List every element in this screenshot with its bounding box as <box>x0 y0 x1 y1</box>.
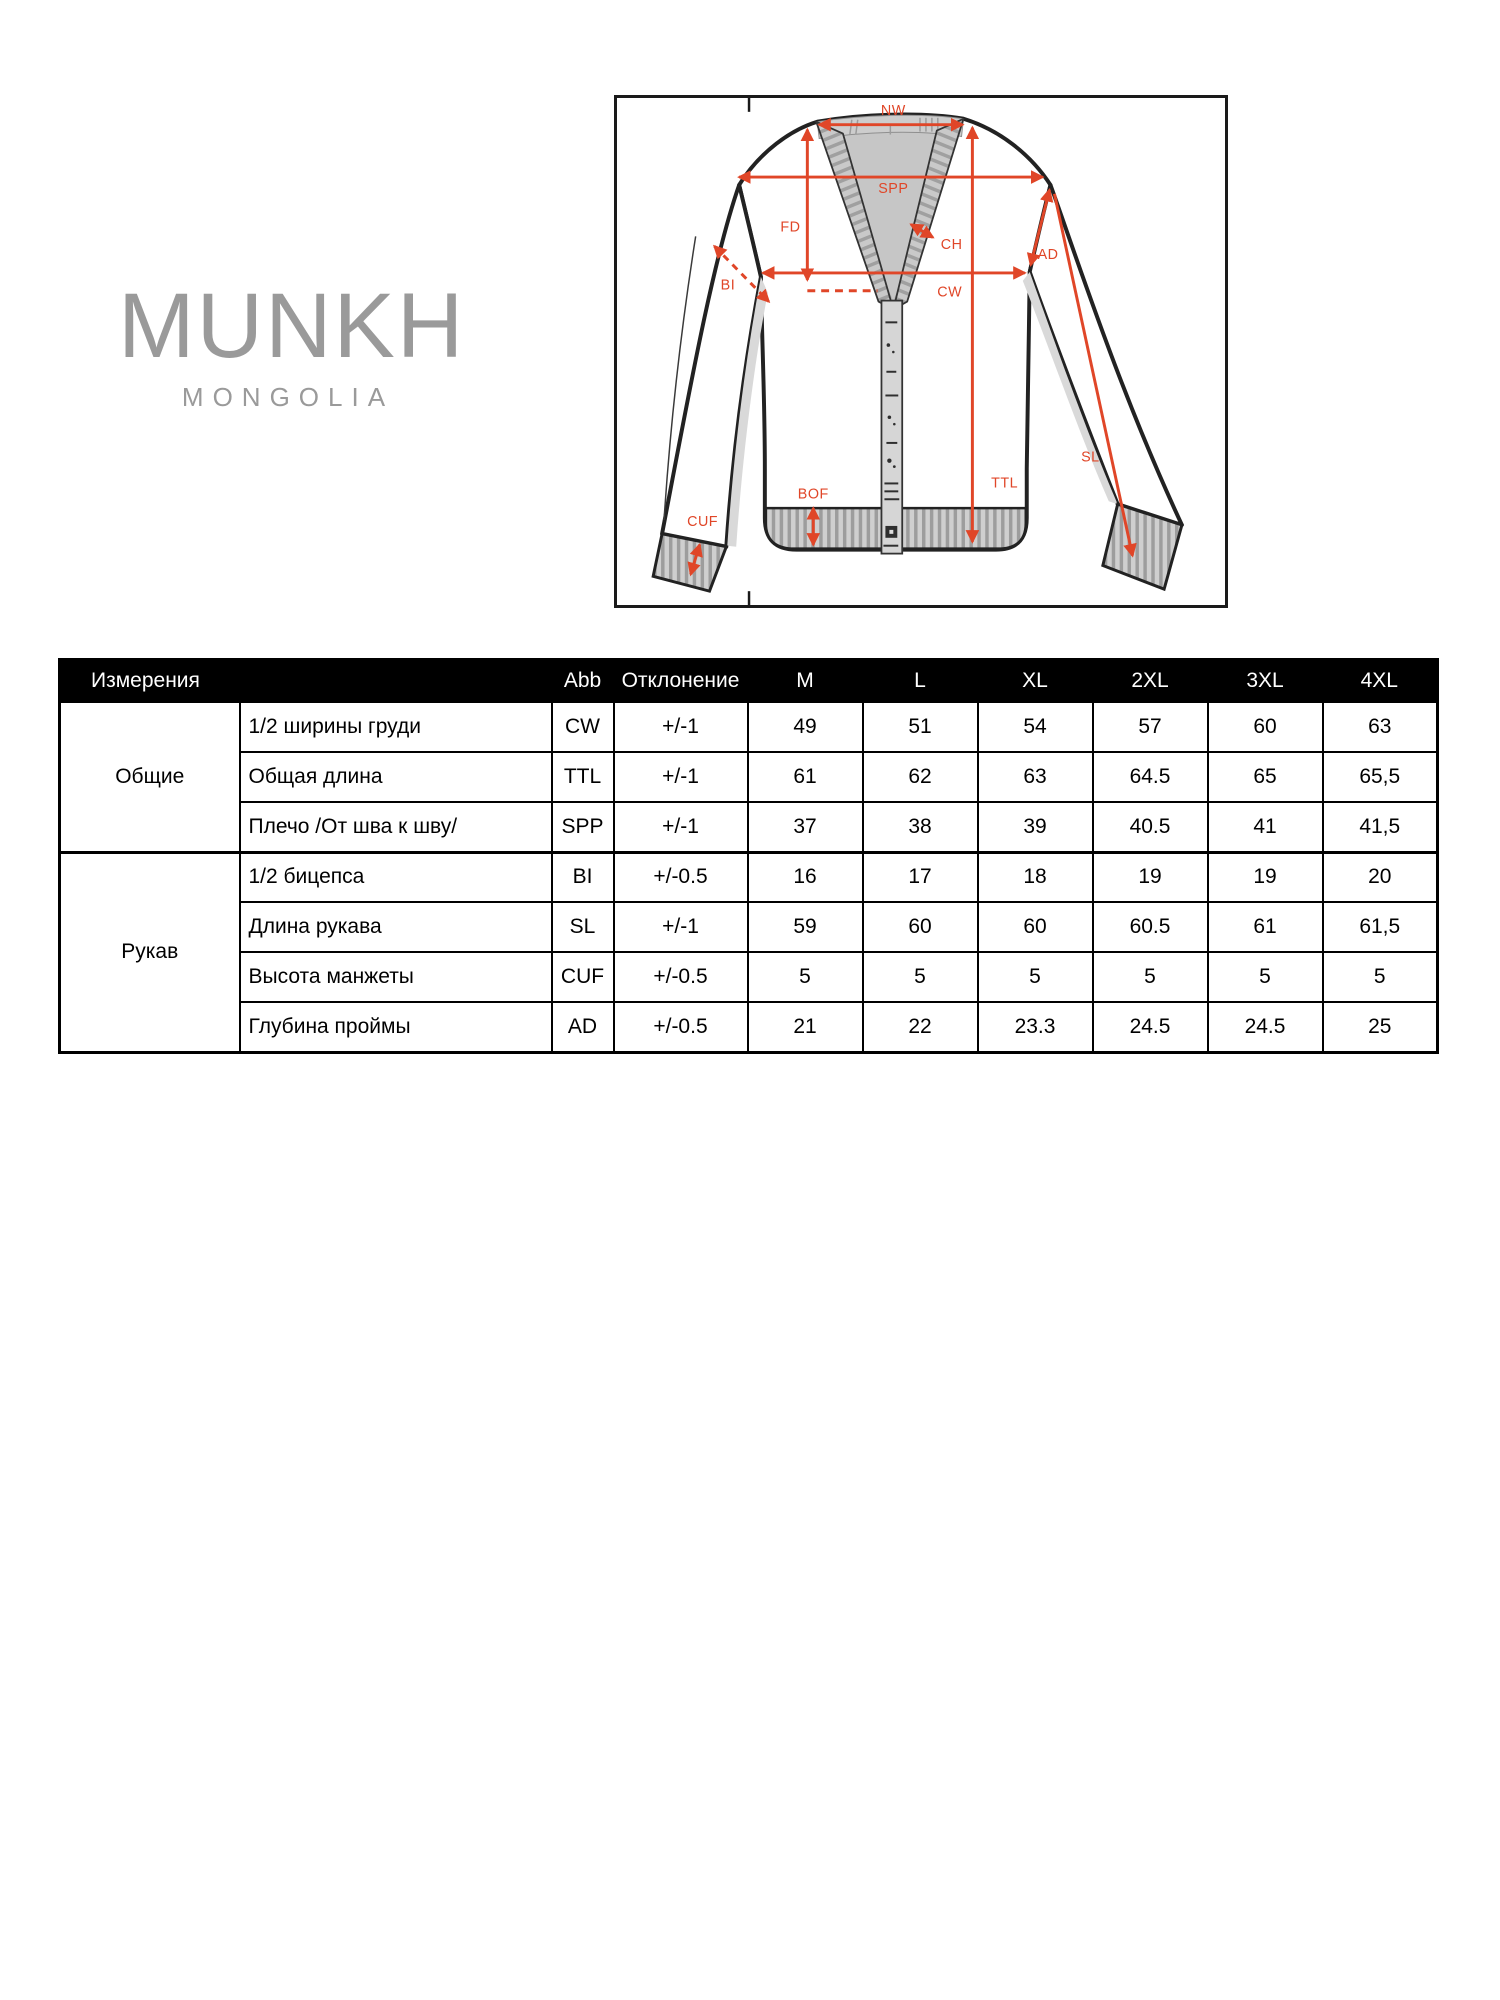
measurement-label: Плечо /От шва к шву/ <box>240 802 552 852</box>
garment-diagram-box <box>614 95 1228 608</box>
abb-cell: CUF <box>552 952 614 1002</box>
value-cell-m: 59 <box>748 902 863 952</box>
table-row-ad <box>60 1002 1438 1052</box>
value-cell-l: 60 <box>863 902 978 952</box>
group-cell-general: Общие <box>60 702 240 852</box>
measurement-label: 1/2 бицепса <box>240 852 552 902</box>
value-cell-l: 38 <box>863 802 978 852</box>
brand-name: MUNKH <box>118 275 466 377</box>
value-cell-l: 62 <box>863 752 978 802</box>
value-cell-xl: 63 <box>978 752 1093 802</box>
value-cell-l: 17 <box>863 852 978 902</box>
table-row-spp <box>60 802 1438 852</box>
group-cell-sleeve: Рукав <box>60 852 240 1052</box>
value-cell-2xl: 19 <box>1093 852 1208 902</box>
spp-label: SPP <box>878 180 909 197</box>
abb-cell: BI <box>552 852 614 902</box>
measurement-label: Общая длина <box>240 752 552 802</box>
brand-logo <box>118 275 466 413</box>
tolerance-cell: +/-1 <box>614 902 748 952</box>
abb-cell: CW <box>552 702 614 752</box>
ttl-label: TTL <box>991 475 1019 492</box>
abb-cell: SL <box>552 902 614 952</box>
nw-label: NW <box>880 102 906 119</box>
value-cell-l: 5 <box>863 952 978 1002</box>
tolerance-cell: +/-0.5 <box>614 1002 748 1052</box>
col-header-size-3xl: 3XL <box>1208 660 1323 703</box>
value-cell-l: 22 <box>863 1002 978 1052</box>
value-cell-4xl: 20 <box>1323 852 1438 902</box>
cardigan-diagram <box>617 98 1225 605</box>
bof-label: BOF <box>797 486 829 503</box>
col-header-size-l: L <box>863 660 978 703</box>
value-cell-xl: 54 <box>978 702 1093 752</box>
value-cell-xl: 5 <box>978 952 1093 1002</box>
table-row-sl <box>60 902 1438 952</box>
value-cell-4xl: 63 <box>1323 702 1438 752</box>
value-cell-2xl: 57 <box>1093 702 1208 752</box>
sl-label: SL <box>1081 449 1100 466</box>
value-cell-xl: 23.3 <box>978 1002 1093 1052</box>
tolerance-cell: +/-0.5 <box>614 952 748 1002</box>
value-cell-2xl: 40.5 <box>1093 802 1208 852</box>
col-header-size-m: M <box>748 660 863 703</box>
col-header-measurements: Измерения <box>60 660 552 703</box>
col-header-size-xl: XL <box>978 660 1093 703</box>
button-placket <box>881 301 902 554</box>
fd-label: FD <box>780 219 801 236</box>
value-cell-xl: 39 <box>978 802 1093 852</box>
table-row-cuf <box>60 952 1438 1002</box>
value-cell-3xl: 5 <box>1208 952 1323 1002</box>
value-cell-2xl: 5 <box>1093 952 1208 1002</box>
table-header-row <box>60 660 1438 703</box>
table-row-bi <box>60 852 1438 902</box>
table-row-ttl <box>60 752 1438 802</box>
value-cell-m: 49 <box>748 702 863 752</box>
measurement-label: Глубина проймы <box>240 1002 552 1052</box>
value-cell-xl: 18 <box>978 852 1093 902</box>
value-cell-3xl: 60 <box>1208 702 1323 752</box>
value-cell-3xl: 61 <box>1208 902 1323 952</box>
ad-label: AD <box>1037 247 1059 264</box>
size-table <box>58 658 1439 1054</box>
value-cell-m: 16 <box>748 852 863 902</box>
value-cell-2xl: 24.5 <box>1093 1002 1208 1052</box>
value-cell-m: 37 <box>748 802 863 852</box>
measurement-label: Высота манжеты <box>240 952 552 1002</box>
value-cell-3xl: 19 <box>1208 852 1323 902</box>
abb-cell: TTL <box>552 752 614 802</box>
col-header-size-2xl: 2XL <box>1093 660 1208 703</box>
value-cell-3xl: 65 <box>1208 752 1323 802</box>
value-cell-2xl: 64.5 <box>1093 752 1208 802</box>
value-cell-l: 51 <box>863 702 978 752</box>
col-header-abb: Abb <box>552 660 614 703</box>
value-cell-2xl: 60.5 <box>1093 902 1208 952</box>
col-header-tolerance: Отклонение <box>614 660 748 703</box>
tolerance-cell: +/-1 <box>614 802 748 852</box>
tolerance-cell: +/-1 <box>614 702 748 752</box>
value-cell-4xl: 61,5 <box>1323 902 1438 952</box>
value-cell-m: 21 <box>748 1002 863 1052</box>
ch-label: CH <box>940 237 963 254</box>
brand-subtitle: MONGOLIA <box>181 382 395 412</box>
bi-label: BI <box>720 277 736 294</box>
value-cell-m: 5 <box>748 952 863 1002</box>
value-cell-3xl: 41 <box>1208 802 1323 852</box>
measurement-label: Длина рукава <box>240 902 552 952</box>
col-header-size-4xl: 4XL <box>1323 660 1438 703</box>
value-cell-4xl: 41,5 <box>1323 802 1438 852</box>
cuf-label: CUF <box>687 513 719 530</box>
cw-label: CW <box>937 284 963 301</box>
abb-cell: AD <box>552 1002 614 1052</box>
value-cell-4xl: 5 <box>1323 952 1438 1002</box>
table-row-cw <box>60 702 1438 752</box>
tolerance-cell: +/-1 <box>614 752 748 802</box>
value-cell-3xl: 24.5 <box>1208 1002 1323 1052</box>
tolerance-cell: +/-0.5 <box>614 852 748 902</box>
value-cell-4xl: 65,5 <box>1323 752 1438 802</box>
measurement-label: 1/2 ширины груди <box>240 702 552 752</box>
value-cell-4xl: 25 <box>1323 1002 1438 1052</box>
abb-cell: SPP <box>552 802 614 852</box>
value-cell-m: 61 <box>748 752 863 802</box>
value-cell-xl: 60 <box>978 902 1093 952</box>
